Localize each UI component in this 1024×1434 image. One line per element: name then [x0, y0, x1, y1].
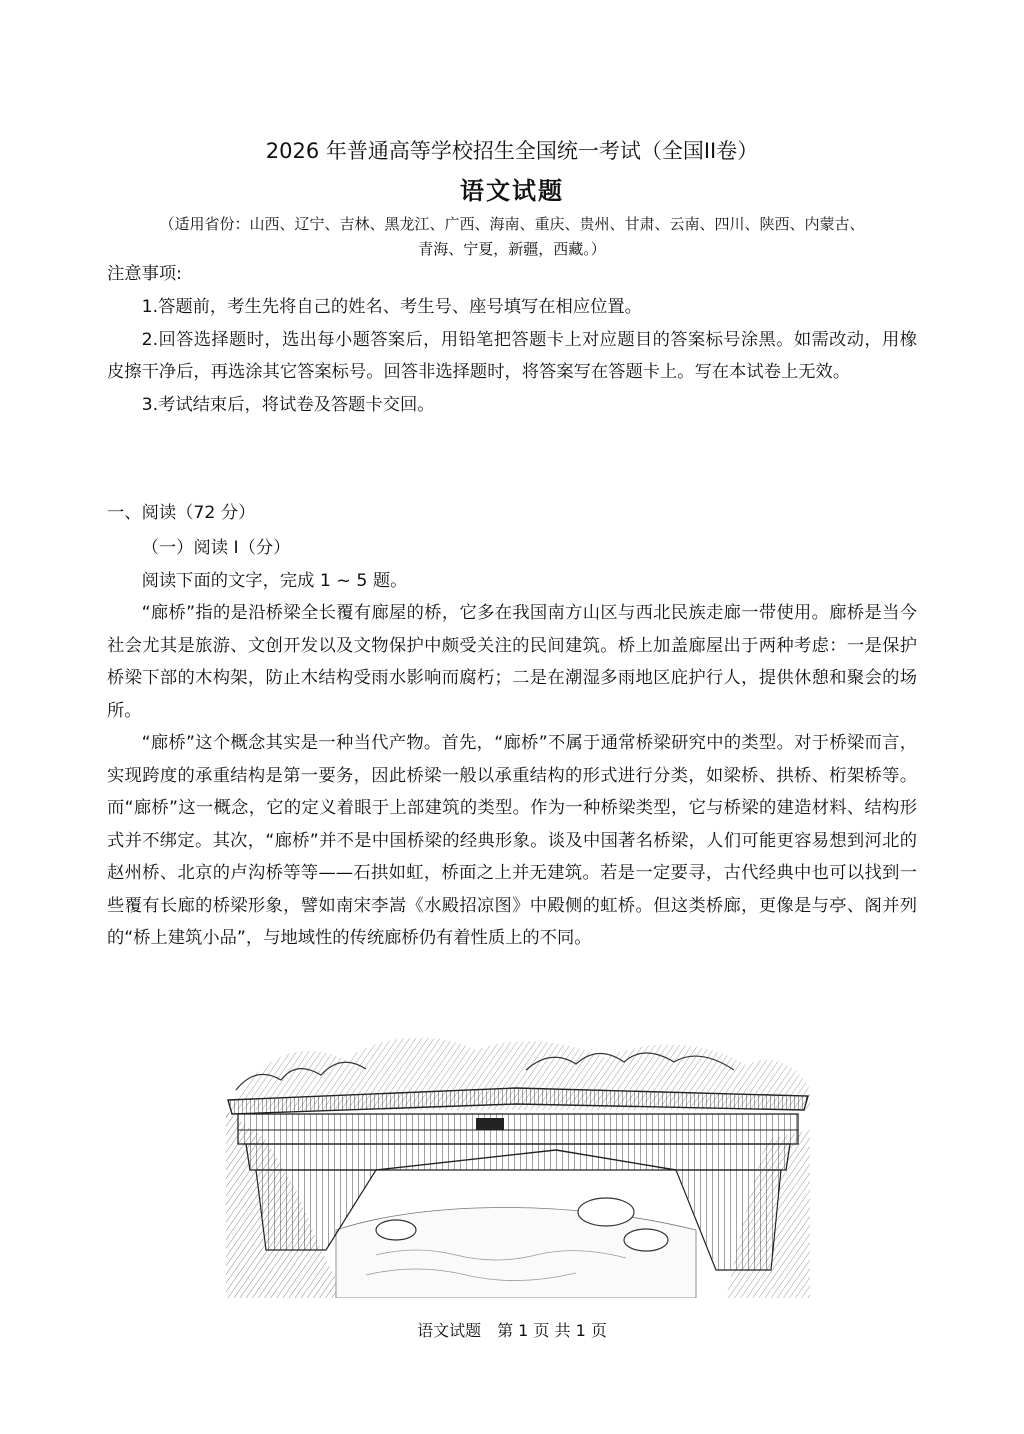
instruction-text: 阅读下面的文字，完成 1 ~ 5 题。 — [141, 570, 408, 591]
notice-item-2: 2.回答选择题时，选出每小题答案后，用铅笔把答题卡上对应题目的答案标号涂黑。如需改动，用橡皮擦干净后，再选涂其它答案标号。回答非选择题时，将答案写在答题卡上。写在本试卷上无效。 — [107, 329, 917, 382]
notice-item-1: 1.答题前，考生先将自己的姓名、考生号、座号填写在相应位置。 — [141, 297, 642, 317]
page-footer: 语文试题 第 1 页 共 1 页 — [417, 1321, 607, 1340]
provinces-line-1: （适用省份：山西、辽宁、吉林、黑龙江、广西、海南、重庆、贵州、甘肃、云南、四川、陕西、内蒙古、 — [159, 215, 865, 233]
provinces-line-2: 青海、宁夏，新疆，西藏。） — [418, 240, 606, 258]
reading-passage — [107, 532, 917, 955]
sub-section-heading: （一）阅读 I（分） — [141, 538, 291, 558]
subject-title: 语文试题 — [460, 177, 564, 205]
notice-item-3: 3.考试结束后，将试卷及答题卡交回。 — [141, 394, 435, 415]
notice-list — [107, 291, 917, 421]
applicable-provinces — [100, 212, 924, 262]
covered-bridge-illustration — [226, 1030, 810, 1298]
notice-heading: 注意事项: — [107, 264, 182, 284]
exam-title: 2026 年普通高等学校招生全国统一考试（全国II卷） — [265, 139, 759, 163]
passage-paragraph-1: “廊桥”指的是沿桥梁全长覆有廊屋的桥，它多在我国南方山区与西北民族走廊一带使用。廊桥是当今社会尤其是旅游、文创开发以及文物保护中颇受关注的民间建筑。桥上加盖廊屋出于两种考虑：一是保护桥梁下部的木构架，防止木结构受雨水影响而腐朽；二是在潮湿多雨地区庇护行人，提供休憩和聚会的场所。 — [107, 603, 917, 721]
section-heading: 一、阅读（72 分） — [107, 503, 256, 523]
passage-paragraph-2: “廊桥”这个概念其实是一种当代产物。首先，“廊桥”不属于通常桥梁研究中的类型。对于桥梁而言，实现跨度的承重结构是第一要务，因此桥梁一般以承重结构的形式进行分类，如梁桥、拱桥、桁架桥等。而“廊桥”这一概念，它的定义着眼于上部建筑的类型。作为一种桥梁类型，它与桥梁的建造材料、结构形式并不绑定。其次，“廊桥”并不是中国桥梁的经典形象。谈及中国著名桥梁，人们可能更容易想到河北的赵州桥、北京的卢沟桥等等——石拱如虹，桥面之上并无建筑。若是一定要寻，古代经典中也可以找到一些覆有长廊的桥梁形象，譬如南宋李嵩《水殿招凉图》中殿侧的虹桥。但这类桥廊，更像是与亭、阁并列的“桥上建筑小品”，与地域性的传统廊桥仍有着性质上的不同。 — [107, 733, 917, 948]
